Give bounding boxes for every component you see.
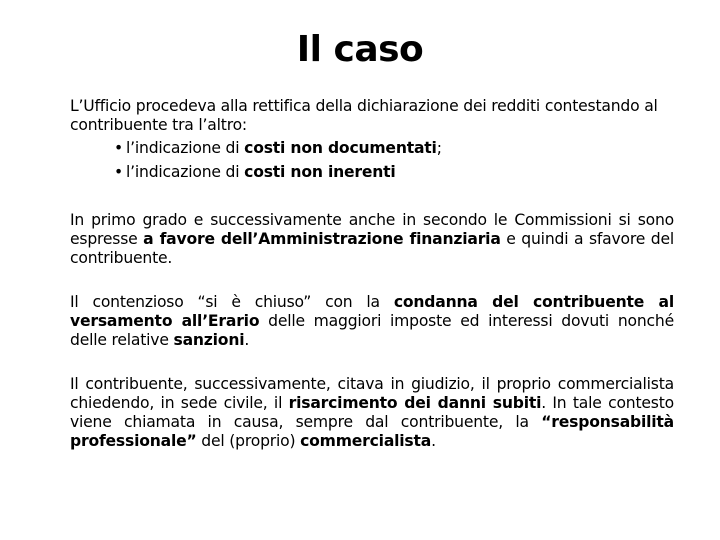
- paragraph-commissioni: [70, 211, 674, 268]
- bullet-item-costi-non-documentati: [114, 139, 674, 158]
- paragraph-emphasis: “responsabilità professionale”: [70, 413, 674, 450]
- bullet-item-costi-non-inerenti: [114, 163, 674, 182]
- paragraph-commercialista: [70, 375, 674, 451]
- bullet-marker: •: [114, 163, 123, 181]
- paragraph-text: del (proprio): [196, 432, 301, 450]
- bullet-list: [70, 139, 674, 182]
- paragraph-contenzioso: [70, 293, 674, 350]
- bullet-marker: •: [114, 139, 123, 157]
- slide-title: Il caso: [296, 29, 424, 70]
- paragraph-text: Il contribuente, successivamente, citava in giudizio, il proprio commercialista chiedendo, in sede civile, il: [70, 375, 674, 412]
- bullet-text: l’indicazione di: [126, 163, 245, 181]
- slide-body: [70, 97, 674, 451]
- paragraph-text: .: [431, 432, 436, 450]
- paragraph-emphasis: sanzioni: [173, 331, 245, 349]
- paragraph-emphasis: commercialista: [300, 432, 432, 450]
- paragraph-text: . In tale contesto viene chiamata in causa, sempre dal contribuente, la: [70, 394, 674, 431]
- bullet-text: l’indicazione di: [126, 139, 245, 157]
- paragraph-text: e quindi a sfavore del contribuente.: [70, 230, 674, 267]
- paragraph-text: Il contenzioso “si è chiuso” con la: [70, 293, 394, 311]
- bullet-emphasis: costi non documentati: [244, 139, 437, 157]
- paragraph-emphasis: a favore dell’Amministrazione finanziaria: [143, 230, 501, 248]
- paragraph-emphasis: condanna del contribuente al versamento all’Erario: [70, 293, 674, 330]
- paragraph-text: In primo grado e successivamente anche in secondo le Commissioni si sono espresse: [70, 211, 674, 248]
- bullet-emphasis: costi non inerenti: [244, 163, 396, 181]
- bullet-suffix: ;: [436, 139, 442, 157]
- paragraph-emphasis: risarcimento dei danni subiti: [288, 394, 542, 412]
- intro-paragraph: L’Ufficio procedeva alla rettifica della dichiarazione dei redditi contestando al contribuente tra l’altro:: [70, 97, 658, 134]
- paragraph-text: delle maggiori imposte ed interessi dovuti nonché delle relative: [70, 312, 674, 349]
- paragraph-text: .: [244, 331, 250, 349]
